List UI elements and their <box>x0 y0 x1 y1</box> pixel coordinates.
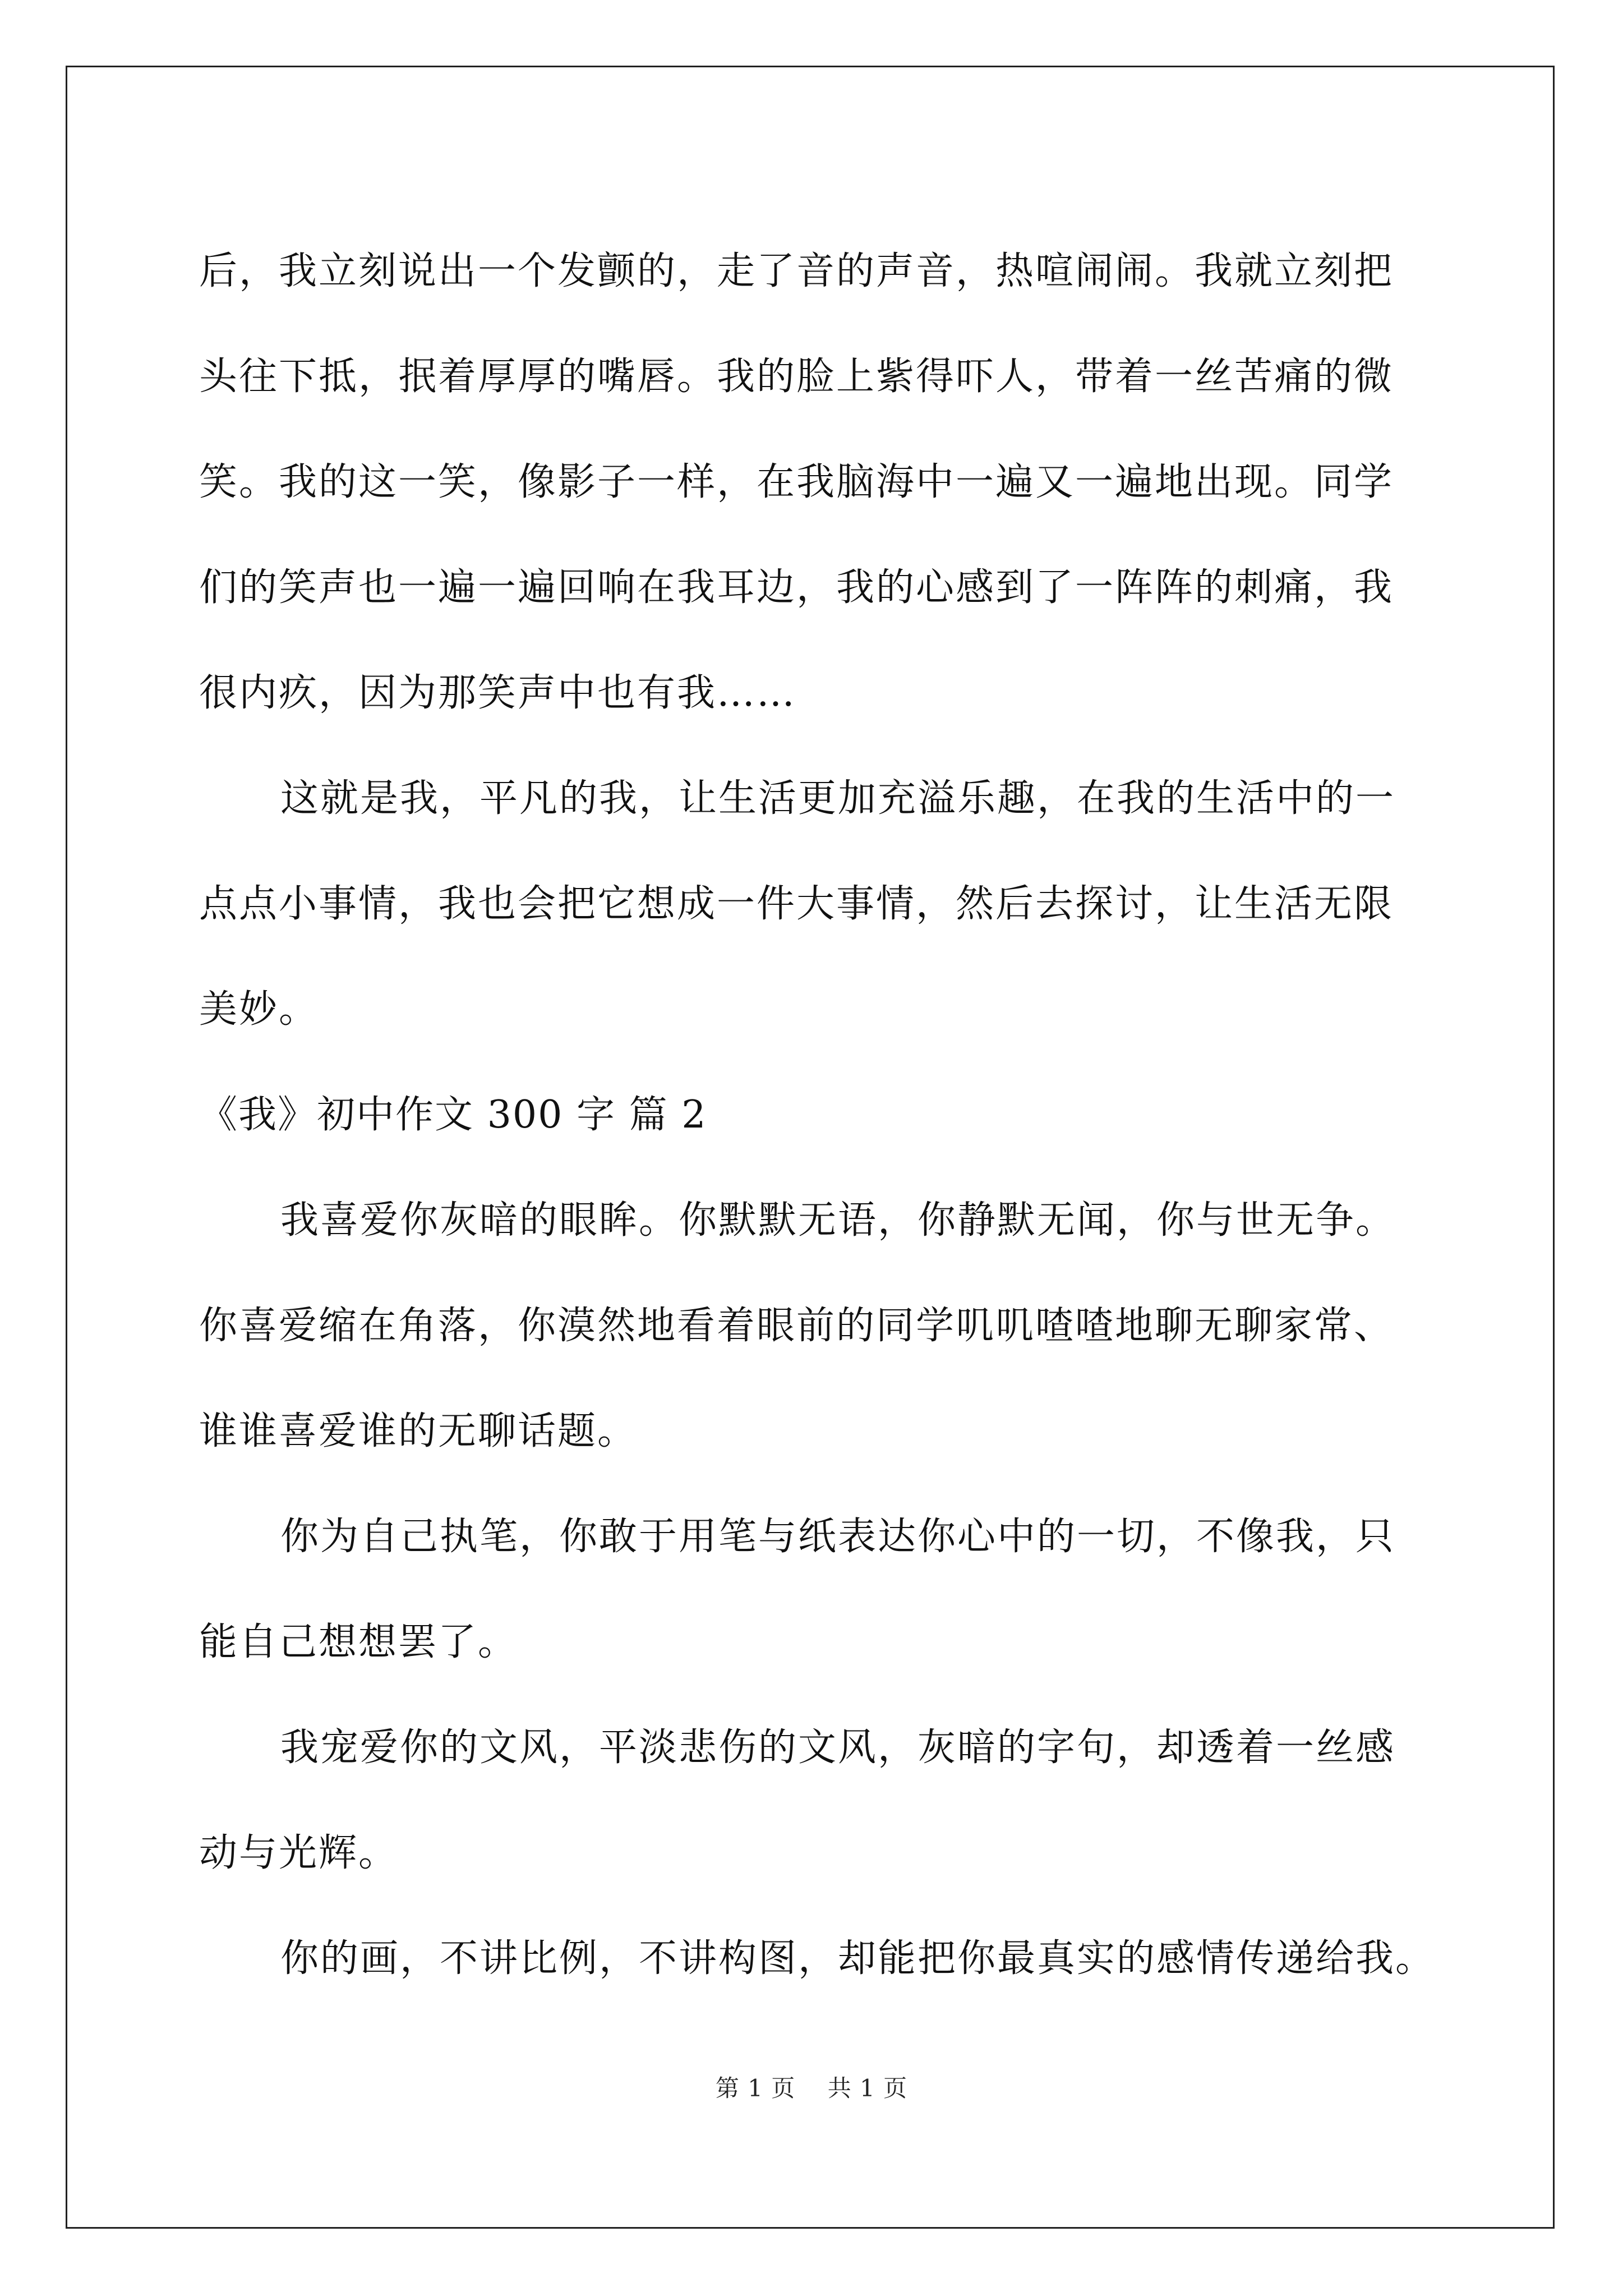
document-body <box>199 219 1436 2012</box>
paragraph-line: 点点小事情，我也会把它想成一件大事情，然后去探讨，让生活无限 <box>199 882 1394 926</box>
paragraph-line: 笑。我的这一笑，像影子一样，在我脑海中一遍又一遍地出现。同学 <box>199 460 1394 504</box>
paragraph-line: 谁谁喜爱谁的无聊话题。 <box>199 1409 638 1453</box>
paragraph-2 <box>199 746 1428 1062</box>
paragraph-line: 们的笑声也一遍一遍回响在我耳边，我的心感到了一阵阵的刺痛，我 <box>199 565 1394 610</box>
paragraph-line: 这就是我，平凡的我，让生活更加充溢乐趣，在我的生活中的一 <box>280 776 1396 821</box>
paragraph-line: 后，我立刻说出一个发颤的，走了音的声音，热喧闹闹。我就立刻把 <box>199 249 1394 293</box>
paragraph-line: 头往下抵，抿着厚厚的嘴唇。我的脸上紫得吓人，带着一丝苦痛的微 <box>199 355 1394 399</box>
paragraph-line: 美妙。 <box>199 987 319 1032</box>
paragraph-line: 我宠爱你的文风，平淡悲伤的文风，灰暗的字句，却透着一丝感 <box>280 1726 1396 1770</box>
page-number-footer: 第 1 页 共 1 页 <box>715 2074 908 2102</box>
section-paragraph-2 <box>199 1484 1428 1695</box>
paragraph-line: 我喜爱你灰暗的眼眸。你默默无语，你静默无闻，你与世无争。 <box>280 1198 1396 1243</box>
paragraph-line: 你喜爱缩在角落，你漠然地看着眼前的同学叽叽喳喳地聊无聊家常、 <box>199 1304 1394 1348</box>
paragraph-line: 你的画，不讲比例，不讲构图，却能把你最真实的感情传递给我。 <box>280 1936 1436 1981</box>
paragraph-line: 能自己想想罢了。 <box>199 1620 518 1664</box>
section-heading: 《我》初中作文 300 字 篇 2 <box>199 1093 707 1137</box>
section-paragraph-4 <box>199 1906 1436 2012</box>
section-paragraph-3 <box>199 1695 1428 1906</box>
paragraph-line: 很内疚，因为那笑声中也有我…… <box>199 671 797 715</box>
paragraph-line: 你为自己执笔，你敢于用笔与纸表达你心中的一切，不像我，只 <box>280 1515 1396 1559</box>
paragraph-line: 动与光辉。 <box>199 1831 399 1875</box>
paragraph-1 <box>199 219 1428 746</box>
section-paragraph-1 <box>199 1168 1428 1484</box>
